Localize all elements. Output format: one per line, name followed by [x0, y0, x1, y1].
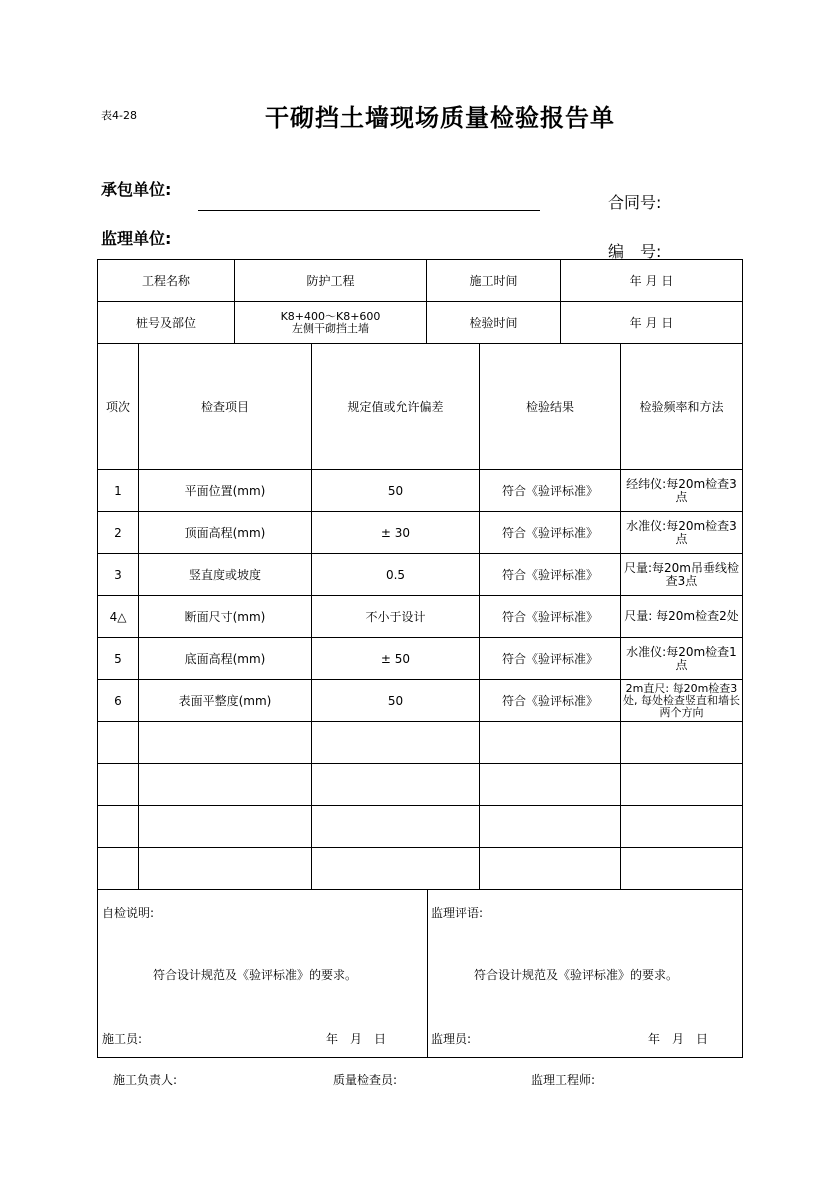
row-no: 5: [98, 638, 139, 680]
empty-row: [98, 764, 743, 806]
supervisor-date: 年 月 日: [648, 1032, 709, 1046]
row-method: 水准仪:每20m检查3点: [621, 512, 743, 554]
col-header-method: 检验频率和方法: [621, 344, 743, 470]
row-result: 符合《验评标准》: [480, 680, 621, 722]
construction-time-value: 年 月 日: [561, 260, 743, 302]
row-spec: 不小于设计: [312, 596, 480, 638]
inspection-table: [97, 343, 743, 890]
row-no: 4△: [98, 596, 139, 638]
project-name-value: 防护工程: [235, 260, 427, 302]
page-title: 干砌挡土墙现场质量检验报告单: [265, 103, 615, 132]
inspection-time-label: 检验时间: [427, 302, 561, 344]
supervisor-comment-label: 监理评语:: [431, 906, 484, 920]
form-number: 表4-28: [101, 109, 137, 122]
row-item: 表面平整度(mm): [139, 680, 312, 722]
row-spec: 50: [312, 680, 480, 722]
table-row: [98, 596, 743, 638]
row-result: 符合《验评标准》: [480, 596, 621, 638]
self-check-text: 符合设计规范及《验评标准》的要求。: [153, 968, 358, 982]
table-row: [98, 512, 743, 554]
constructor-date: 年 月 日: [326, 1032, 387, 1046]
quality-inspector-label: 质量检查员:: [333, 1073, 398, 1087]
table-row: [98, 680, 743, 722]
row-method: 2m直尺: 每20m检查3处, 每处检查竖直和墙长两个方向: [621, 680, 743, 722]
inspection-time-value: 年 月 日: [561, 302, 743, 344]
row-item: 断面尺寸(mm): [139, 596, 312, 638]
row-no: 3: [98, 554, 139, 596]
construction-manager-label: 施工负责人:: [113, 1073, 178, 1087]
col-header-no: 项次: [98, 344, 139, 470]
row-result: 符合《验评标准》: [480, 512, 621, 554]
row-method: 水准仪:每20m检查1点: [621, 638, 743, 680]
empty-row: [98, 848, 743, 890]
row-spec: 50: [312, 470, 480, 512]
row-method: 尺量:每20m吊垂线检查3点: [621, 554, 743, 596]
table-row: [98, 470, 743, 512]
project-name-label: 工程名称: [98, 260, 235, 302]
col-header-result: 检验结果: [480, 344, 621, 470]
row-result: 符合《验评标准》: [480, 554, 621, 596]
row-method: 尺量: 每20m检查2处: [621, 596, 743, 638]
table-header-row: [98, 344, 743, 470]
station-value-line2: 左侧干砌挡土墙: [292, 321, 369, 335]
contract-number-label: 合同号:: [608, 193, 662, 212]
contractor-label: 承包单位:: [101, 180, 172, 199]
project-info-table: [97, 259, 743, 344]
supervisor-comment-text: 符合设计规范及《验评标准》的要求。: [474, 968, 679, 982]
serial-number-label: 编 号:: [608, 242, 662, 261]
constructor-label: 施工员:: [102, 1032, 143, 1046]
self-check-label: 自检说明:: [102, 906, 155, 920]
station-label: 桩号及部位: [98, 302, 235, 344]
col-header-spec: 规定值或允许偏差: [312, 344, 480, 470]
row-item: 顶面高程(mm): [139, 512, 312, 554]
col-header-item: 检查项目: [139, 344, 312, 470]
empty-row: [98, 722, 743, 764]
station-value-line1: K8+400～K8+600: [280, 309, 381, 323]
row-item: 底面高程(mm): [139, 638, 312, 680]
row-method: 经纬仪:每20m检查3点: [621, 470, 743, 512]
row-result: 符合《验评标准》: [480, 638, 621, 680]
table-row: [98, 554, 743, 596]
row-item: 平面位置(mm): [139, 470, 312, 512]
supervisor-person-label: 监理员:: [431, 1032, 472, 1046]
supervision-engineer-label: 监理工程师:: [531, 1073, 596, 1087]
remarks-section: [97, 889, 743, 1058]
row-no: 1: [98, 470, 139, 512]
remarks-divider: [427, 889, 428, 1057]
construction-time-label: 施工时间: [427, 260, 561, 302]
supervisor-unit-label: 监理单位:: [101, 229, 172, 248]
table-row: [98, 638, 743, 680]
contractor-underline: [198, 210, 540, 211]
empty-row: [98, 806, 743, 848]
row-spec: 0.5: [312, 554, 480, 596]
row-no: 2: [98, 512, 139, 554]
station-value: [235, 302, 427, 344]
row-result: 符合《验评标准》: [480, 470, 621, 512]
row-spec: ± 30: [312, 512, 480, 554]
row-no: 6: [98, 680, 139, 722]
row-spec: ± 50: [312, 638, 480, 680]
row-item: 竖直度或坡度: [139, 554, 312, 596]
